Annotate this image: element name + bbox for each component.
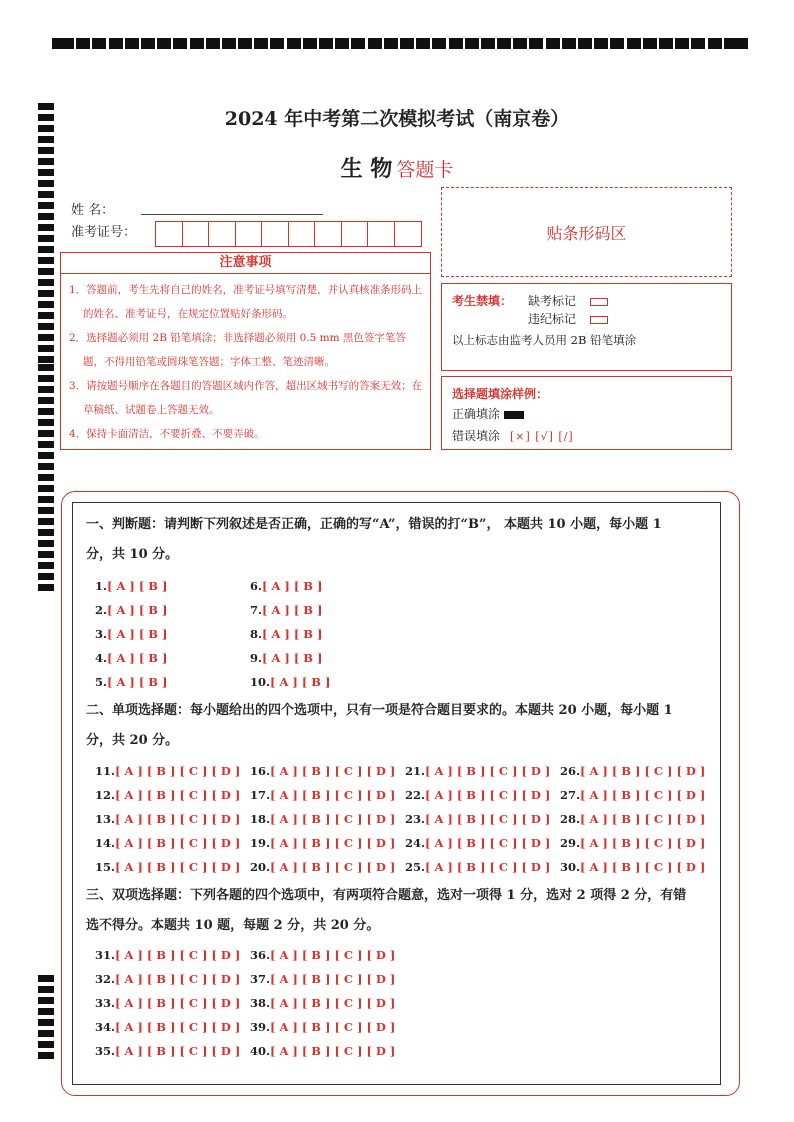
section3-line: 选不得分。本题共 10 题，每题 2 分，共 20 分。	[86, 918, 380, 933]
top-timing-marks	[52, 38, 748, 50]
correct-label: 正确填涂	[452, 407, 501, 421]
notice-box	[60, 274, 431, 450]
absent-label: 缺考标记	[528, 294, 577, 308]
barcode-area: 贴条形码区	[441, 187, 732, 277]
answer-card-label: 答题卡	[396, 159, 454, 181]
sample-title: 选择题填涂样例：	[452, 387, 549, 401]
id-digit-box[interactable]	[315, 222, 342, 246]
id-digit-box[interactable]	[156, 222, 183, 246]
question-7[interactable]: 7.[ A ] [ B ]	[250, 603, 323, 617]
question-39[interactable]: 39.[ A ] [ B ] [ C ] [ D ]	[250, 1020, 396, 1034]
notice-item: 2．选择题必须用 2B 铅笔填涂；非选择题必须用 0.5 mm 黑色签字笔答题，不得用铅笔或圆珠笔答题；字体工整、笔迹清晰。	[69, 332, 406, 368]
question-10[interactable]: 10.[ A ] [ B ]	[250, 675, 331, 689]
question-8[interactable]: 8.[ A ] [ B ]	[250, 627, 323, 641]
question-17[interactable]: 17.[ A ] [ B ] [ C ] [ D ]	[250, 788, 396, 802]
wrong-sample-row	[452, 427, 574, 444]
question-19[interactable]: 19.[ A ] [ B ] [ C ] [ D ]	[250, 836, 396, 850]
question-11[interactable]: 11.[ A ] [ B ] [ C ] [ D ]	[95, 764, 241, 778]
side-timing-marks-bottom	[38, 975, 54, 1063]
question-35[interactable]: 35.[ A ] [ B ] [ C ] [ D ]	[95, 1044, 241, 1058]
question-5[interactable]: 5.[ A ] [ B ]	[95, 675, 168, 689]
question-21[interactable]: 21.[ A ] [ B ] [ C ] [ D ]	[405, 764, 551, 778]
section3-line: 三、双项选择题：下列各题的四个选项中，有两项符合题意，选对一项得 1 分，选对 2 项得 2 分，有错	[86, 888, 687, 903]
ban-note: 以上标志由监考人员用 2B 铅笔填涂	[452, 333, 637, 347]
question-38[interactable]: 38.[ A ] [ B ] [ C ] [ D ]	[250, 996, 396, 1010]
side-timing-marks-middle	[38, 364, 54, 595]
violation-mark-row	[528, 310, 608, 327]
section1-line: 一、判断题：请判断下列叙述是否正确，正确的写“A”，错误的打“B”， 本题共 10 小题，每小题 1	[86, 517, 662, 532]
exam-id-boxes[interactable]	[155, 221, 422, 247]
filled-mark-icon	[504, 411, 524, 419]
id-digit-box[interactable]	[395, 222, 422, 246]
question-40[interactable]: 40.[ A ] [ B ] [ C ] [ D ]	[250, 1044, 396, 1058]
question-9[interactable]: 9.[ A ] [ B ]	[250, 651, 323, 665]
section1-instructions	[86, 510, 716, 570]
question-2[interactable]: 2.[ A ] [ B ]	[95, 603, 168, 617]
question-33[interactable]: 33.[ A ] [ B ] [ C ] [ D ]	[95, 996, 241, 1010]
subject-name: 生 物	[340, 156, 393, 182]
question-13[interactable]: 13.[ A ] [ B ] [ C ] [ D ]	[95, 812, 241, 826]
exam-title: 2024 年中考第二次模拟考试（南京卷）	[224, 108, 570, 130]
question-29[interactable]: 29.[ A ] [ B ] [ C ] [ D ]	[560, 836, 706, 850]
notice-item: 3．请按题号顺序在各题目的答题区域内作答，超出区域书写的答案无效；在草稿纸、试题卷上答题无效。	[69, 380, 423, 416]
notice-title: 注意事项	[60, 252, 431, 274]
question-26[interactable]: 26.[ A ] [ B ] [ C ] [ D ]	[560, 764, 706, 778]
id-digit-box[interactable]	[183, 222, 210, 246]
question-28[interactable]: 28.[ A ] [ B ] [ C ] [ D ]	[560, 812, 706, 826]
name-input-line[interactable]	[141, 214, 323, 215]
notice-item: 1．答题前，考生先将自己的姓名，准考证号填写清楚，并认真核准条形码上的姓名、准考证号，在规定位置贴好条形码。	[69, 284, 423, 320]
id-digit-box[interactable]	[236, 222, 263, 246]
id-digit-box[interactable]	[209, 222, 236, 246]
question-36[interactable]: 36.[ A ] [ B ] [ C ] [ D ]	[250, 948, 396, 962]
question-4[interactable]: 4.[ A ] [ B ]	[95, 651, 168, 665]
violation-label: 违纪标记	[528, 312, 577, 326]
section1-line: 分，共 10 分。	[86, 547, 179, 562]
question-34[interactable]: 34.[ A ] [ B ] [ C ] [ D ]	[95, 1020, 241, 1034]
question-18[interactable]: 18.[ A ] [ B ] [ C ] [ D ]	[250, 812, 396, 826]
correct-sample-row	[452, 405, 524, 422]
wrong-label: 错误填涂	[452, 429, 501, 443]
question-6[interactable]: 6.[ A ] [ B ]	[250, 579, 323, 593]
wrong-marks: [×] [√] [/]	[510, 430, 574, 443]
id-digit-box[interactable]	[262, 222, 289, 246]
examiner-only-box	[441, 283, 732, 371]
question-27[interactable]: 27.[ A ] [ B ] [ C ] [ D ]	[560, 788, 706, 802]
section2-line: 二、单项选择题：每小题给出的四个选项中，只有一项是符合题目要求的。本题共 20 小题，每小题 1	[86, 703, 673, 718]
id-digit-box[interactable]	[342, 222, 369, 246]
question-1[interactable]: 1.[ A ] [ B ]	[95, 579, 168, 593]
question-3[interactable]: 3.[ A ] [ B ]	[95, 627, 168, 641]
section2-line: 分，共 20 分。	[86, 733, 179, 748]
question-31[interactable]: 31.[ A ] [ B ] [ C ] [ D ]	[95, 948, 241, 962]
id-digit-box[interactable]	[368, 222, 395, 246]
question-14[interactable]: 14.[ A ] [ B ] [ C ] [ D ]	[95, 836, 241, 850]
question-15[interactable]: 15.[ A ] [ B ] [ C ] [ D ]	[95, 860, 241, 874]
question-25[interactable]: 25.[ A ] [ B ] [ C ] [ D ]	[405, 860, 551, 874]
section2-instructions	[86, 696, 716, 756]
absent-mark-box[interactable]	[590, 298, 608, 306]
question-30[interactable]: 30.[ A ] [ B ] [ C ] [ D ]	[560, 860, 706, 874]
question-24[interactable]: 24.[ A ] [ B ] [ C ] [ D ]	[405, 836, 551, 850]
notice-item: 4．保持卡面清洁，不要折叠、不要弄破。	[69, 428, 265, 440]
violation-mark-box[interactable]	[590, 316, 608, 324]
id-digit-box[interactable]	[289, 222, 316, 246]
question-37[interactable]: 37.[ A ] [ B ] [ C ] [ D ]	[250, 972, 396, 986]
question-32[interactable]: 32.[ A ] [ B ] [ C ] [ D ]	[95, 972, 241, 986]
question-20[interactable]: 20.[ A ] [ B ] [ C ] [ D ]	[250, 860, 396, 874]
question-16[interactable]: 16.[ A ] [ B ] [ C ] [ D ]	[250, 764, 396, 778]
absent-mark-row	[528, 292, 608, 309]
fill-sample-box	[441, 376, 732, 450]
section3-instructions	[86, 881, 716, 941]
ban-title: 考生禁填：	[452, 294, 513, 308]
question-22[interactable]: 22.[ A ] [ B ] [ C ] [ D ]	[405, 788, 551, 802]
question-12[interactable]: 12.[ A ] [ B ] [ C ] [ D ]	[95, 788, 241, 802]
question-23[interactable]: 23.[ A ] [ B ] [ C ] [ D ]	[405, 812, 551, 826]
name-label: 姓 名：	[71, 203, 115, 218]
id-label: 准考证号：	[71, 225, 137, 240]
subject-title	[0, 152, 794, 183]
side-timing-marks-top	[38, 103, 54, 367]
